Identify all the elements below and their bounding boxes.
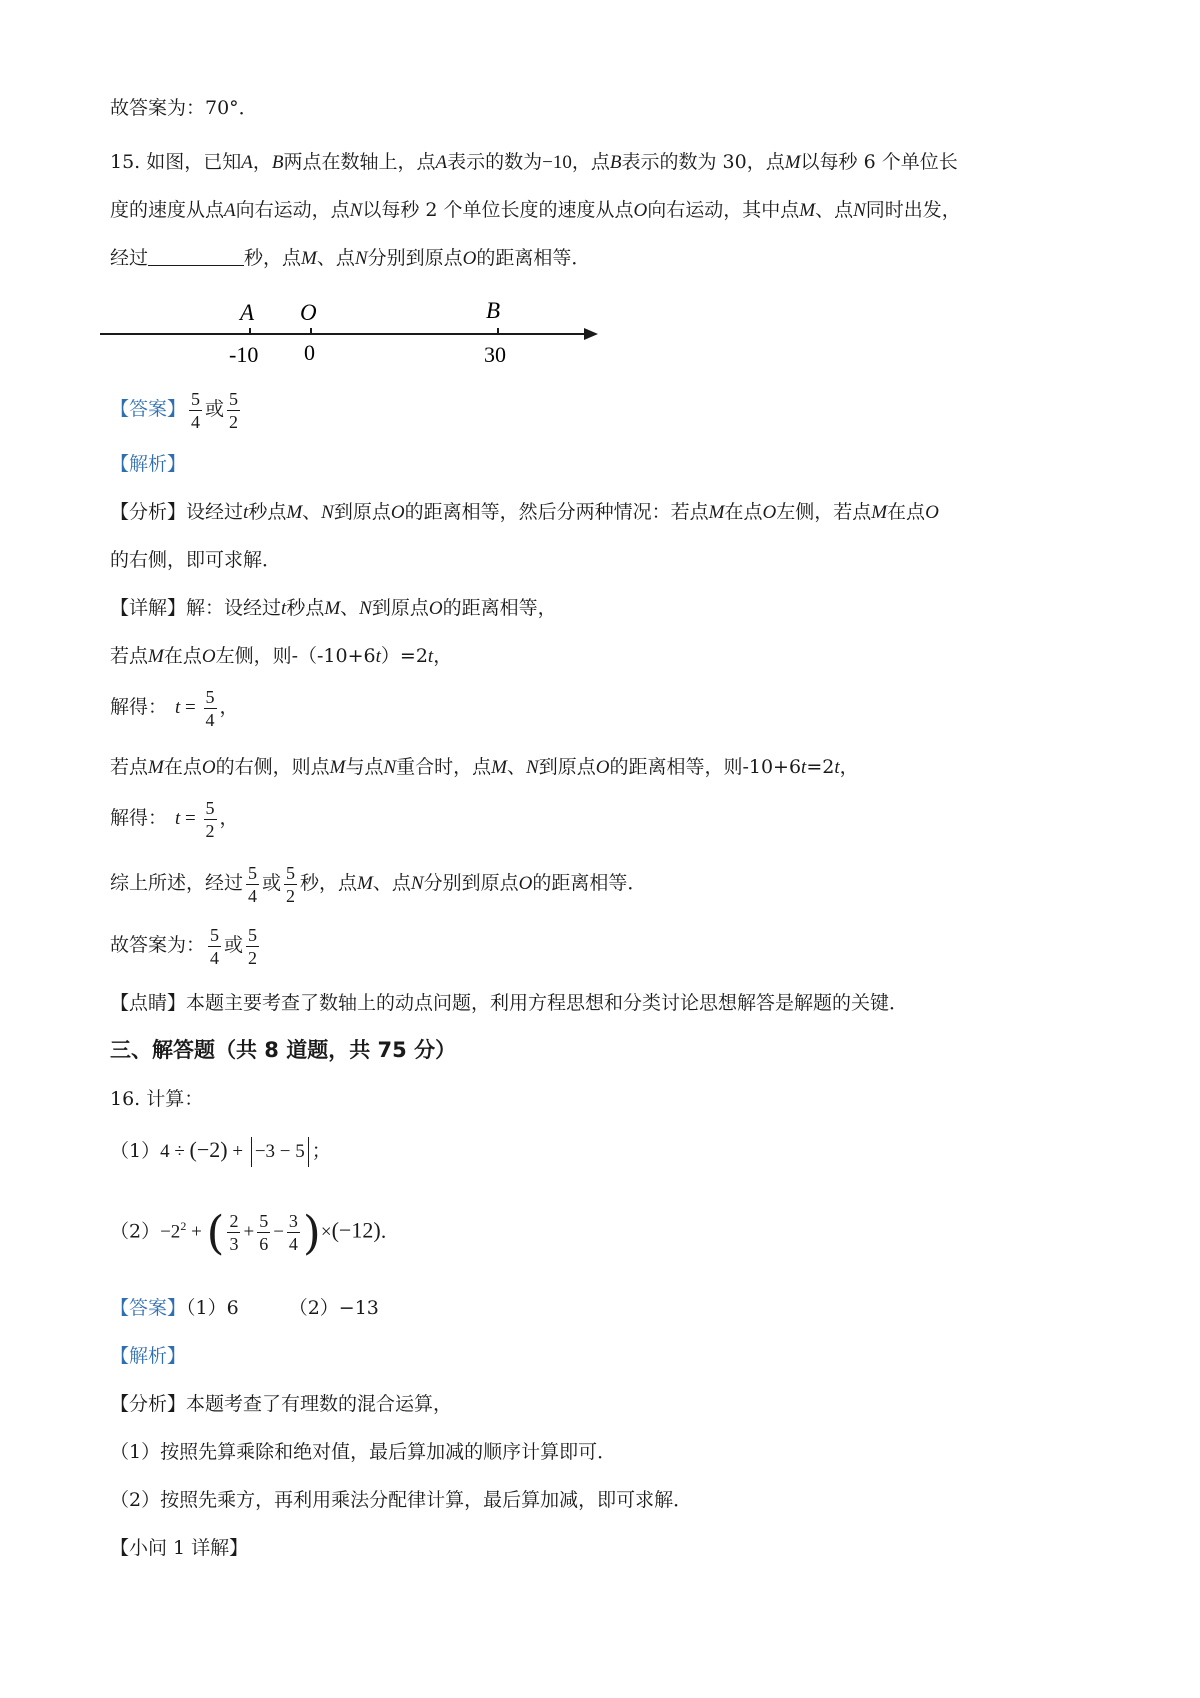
point-label-a: A <box>240 300 255 325</box>
point-label-o: O <box>300 300 317 325</box>
fraction: $\frac{2}{3}$ <box>229 1210 239 1254</box>
analysis-15-line-1: 【分析】设经过t秒点M、N到原点O的距离相等，然后分两种情况：若点M在点O左侧，若点M在点O <box>110 501 939 523</box>
fraction: $\frac{5}{4}$ <box>248 862 258 906</box>
fraction: $\frac{5}{2}$ <box>286 862 296 906</box>
value-label-a: -10 <box>229 342 259 367</box>
analysis-tag-16: 【解析】 <box>110 1345 187 1367</box>
case-2-line: 若点M在点O的右侧，则点M与点N重合时，点M、N到原点O的距离相等，则-10+6t=2t， <box>110 756 859 778</box>
answer-blank <box>148 245 244 266</box>
analysis-16-part-2: （2）按照先乘方，再利用乘法分配律计算，最后算加减，即可求解． <box>110 1489 693 1511</box>
fraction: $\frac{5}{4}$ <box>210 924 220 968</box>
question-16-part-1: （1）4 ÷ (−2) + −3 − 5 ； <box>110 1130 331 1172</box>
analysis-16-part-1: （1）按照先算乘除和绝对值，最后算加减的顺序计算即可． <box>110 1441 617 1463</box>
analysis-tag-15: 【解析】 <box>110 453 187 475</box>
solution-2-line: 解得： t = $\frac{5}{2}$ ， <box>110 797 239 841</box>
fraction: $\frac{5}{2}$ <box>248 924 258 968</box>
analysis-15-line-2: 的右侧，即可求解． <box>110 549 282 571</box>
fraction: $\frac{5}{4}$ <box>191 388 201 432</box>
answer-16: 【答案】（1）6 （2）−13 <box>110 1297 379 1319</box>
value-label-o: 0 <box>304 340 315 365</box>
answer-line-14: 故答案为：70°． <box>110 97 258 119</box>
summary-15-line: 综上所述，经过 $\frac{5}{4}$ 或 $\frac{5}{2}$ 秒，点M、点N分别到原点O的距离相等． <box>110 862 647 906</box>
question-15-line-2: 度的速度从点A向右运动，点N以每秒 2 个单位长度的速度从点O向右运动，其中点M、点N同时出发， <box>110 199 961 221</box>
question-15-line-1: 15. 如图，已知A，B两点在数轴上，点A表示的数为−10，点B表示的数为 30，点M以每秒 6 个单位长 <box>110 151 958 173</box>
question-15-line-3: 经过 秒，点M、点N分别到原点O的距离相等． <box>110 247 591 269</box>
section-3-heading: 三、解答题（共 8 道题，共 75 分） <box>110 1038 457 1062</box>
question-16-title: 16. 计算： <box>110 1088 204 1110</box>
answer-tag: 【答案】 <box>110 398 187 420</box>
final-answer-15-line: 故答案为： $\frac{5}{4}$ 或 $\frac{5}{2}$ <box>110 924 258 968</box>
question-16-part-2: $(2)-2^2$ + ( $\frac{2}{3}$ + $\frac{5}{6}$ − $\frac{3}{4}$ )×(−12)． <box>110 1205 400 1260</box>
comment-15-line: 【点睛】本题主要考查了数轴上的动点问题，利用方程思想和分类讨论思想解答是解题的关键． <box>110 992 909 1014</box>
case-1-line: 若点M在点O左侧，则-（-10+6t）=2t， <box>110 645 453 667</box>
fraction: $\frac{5}{2}$ <box>229 388 239 432</box>
detail-15-line-1: 【详解】解：设经过t秒点M、N到原点O的距离相等， <box>110 597 557 619</box>
answer-tag: 【答案】 <box>110 1297 187 1319</box>
abs-bar-right <box>308 1137 309 1167</box>
abs-bar-left <box>251 1137 252 1167</box>
fraction: $\frac{5}{6}$ <box>259 1210 269 1254</box>
solution-1-line: 解得： t = $\frac{5}{4}$ ， <box>110 686 239 730</box>
fraction: $\frac{3}{4}$ <box>288 1210 298 1254</box>
answer-15: 【答案】 $\frac{5}{4}$ 或 $\frac{5}{2}$ <box>110 388 239 432</box>
point-label-b: B <box>486 298 501 323</box>
number-line-figure <box>100 290 610 370</box>
number-line-arrow <box>584 328 598 340</box>
fraction: $\frac{5}{4}$ <box>205 686 215 730</box>
value-label-b: 30 <box>484 342 506 367</box>
analysis-16-line: 【分析】本题考查了有理数的混合运算， <box>110 1393 453 1415</box>
fraction: $\frac{5}{2}$ <box>205 797 215 841</box>
subquestion-1-detail-heading: 【小问 1 详解】 <box>110 1537 249 1559</box>
